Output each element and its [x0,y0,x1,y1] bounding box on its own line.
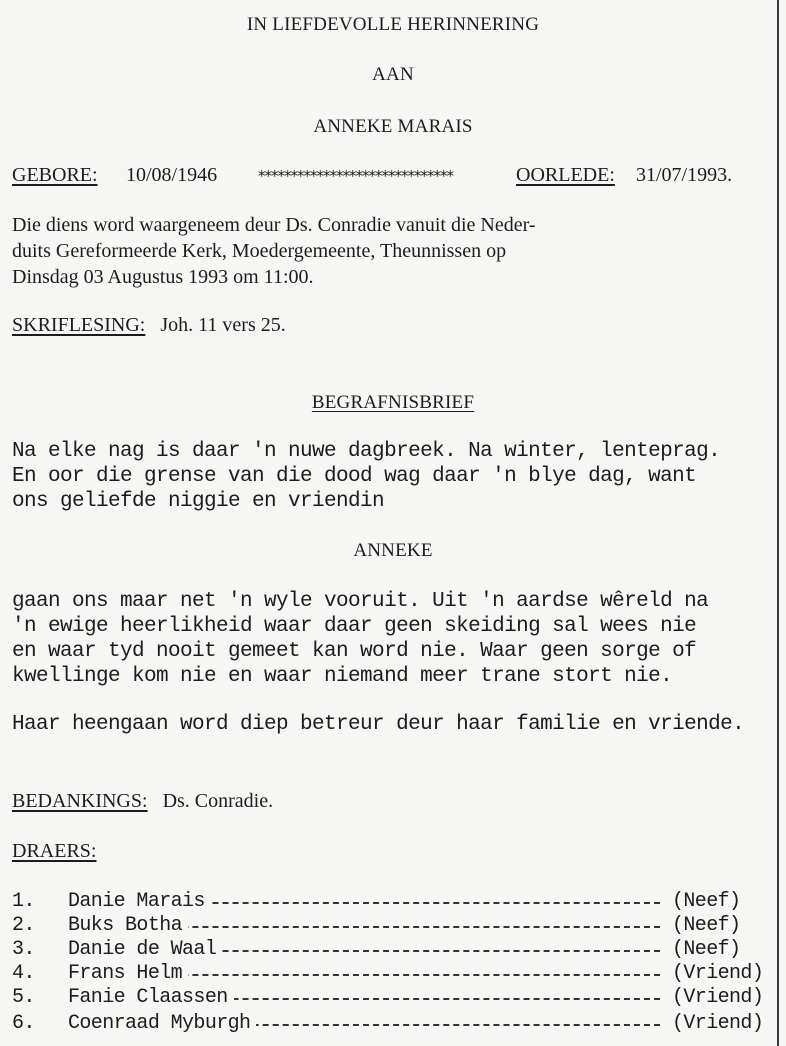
bearer-number: 3. [12,938,35,961]
bearer-name: Frans Helm [68,962,188,985]
letter-heading: BEGRAFNISBRIEF [311,392,475,413]
bearer-name: Danie Marais [68,890,211,913]
bearer-relation: (Vriend) [672,986,764,1009]
header-line-2: AAN [372,64,414,85]
bearers-heading: DRAERS: [12,840,97,862]
header-line-1: IN LIEFDEVOLLE HERINNERING [246,14,540,35]
service-line-2: duits Gereformeerde Kerk, Moedergemeente, Theunnissen op [12,240,507,262]
bearer-number: 4. [12,962,35,985]
letter-para2-line4: kwellinge kom nie en waar niemand meer trane stort nie. [12,665,673,688]
bearer-relation: (Vriend) [672,1012,764,1035]
thanks-row [12,790,273,813]
service-line-1: Die diens word waargeneem deur Ds. Conradie vanuit die Neder- [12,214,536,236]
bearer-row [12,1012,770,1036]
letter-para2-line1: gaan ons maar net 'n wyle vooruit. Uit 'n aardse wêreld na [12,590,709,613]
born-value: 10/08/1946 [126,164,218,186]
bearer-relation: (Vriend) [672,962,764,985]
bearer-row [12,914,770,938]
bearer-name: Fanie Claassen [68,986,234,1009]
bearer-number: 2. [12,914,35,937]
died-label: OORLEDE: [516,164,615,186]
thanks-label: BEDANKINGS: [12,790,148,812]
bearers-heading-wrap [12,840,96,863]
service-line-3: Dinsdag 03 Augustus 1993 om 11:00. [12,266,314,288]
letter-para2-line2: 'n ewige heerlikheid waar daar geen skeiding sal wees nie [12,615,697,638]
letter-para3: Haar heengaan word diep betreur deur haar familie en vriende. [12,713,745,736]
letter-para2-line3: en waar tyd nooit gemeet kan word nie. Waar geen sorge of [12,640,697,663]
bearer-relation: (Neef) [672,938,741,961]
reading-row [12,314,286,337]
bearer-relation: (Neef) [672,890,741,913]
letter-para1-line2: En oor die grense van die dood wag daar 'n blye dag, want [12,465,697,488]
letter-para1-line1: Na elke nag is daar 'n nuwe dagbreek. Na winter, lenteprag. [12,440,721,463]
reading-label: SKRIFLESING: [12,314,146,336]
reading-value: Joh. 11 vers 25. [160,314,286,336]
bearer-row [12,890,770,914]
bearer-number: 6. [12,1012,35,1035]
born-label: GEBORE: [12,164,98,186]
stars-divider: ****************************** [258,167,453,185]
bearer-row [12,938,770,962]
bearer-row [12,986,770,1010]
bearer-row [12,962,770,986]
bearer-name: Buks Botha [68,914,188,937]
bearer-number: 5. [12,986,35,1009]
letter-para1-line3: ons geliefde niggie en vriendin [12,490,385,513]
thanks-value: Ds. Conradie. [162,790,274,812]
bearer-name: Danie de Waal [68,938,222,961]
bearer-number: 1. [12,890,35,913]
letter-name: ANNEKE [353,540,433,561]
bearer-name: Coenraad Myburgh [68,1012,256,1035]
letter-heading-wrap [0,392,786,414]
bearer-relation: (Neef) [672,914,741,937]
deceased-name: ANNEKE MARAIS [313,116,473,137]
page-edge-rule [777,0,779,1046]
died-value: 31/07/1993. [636,164,733,186]
